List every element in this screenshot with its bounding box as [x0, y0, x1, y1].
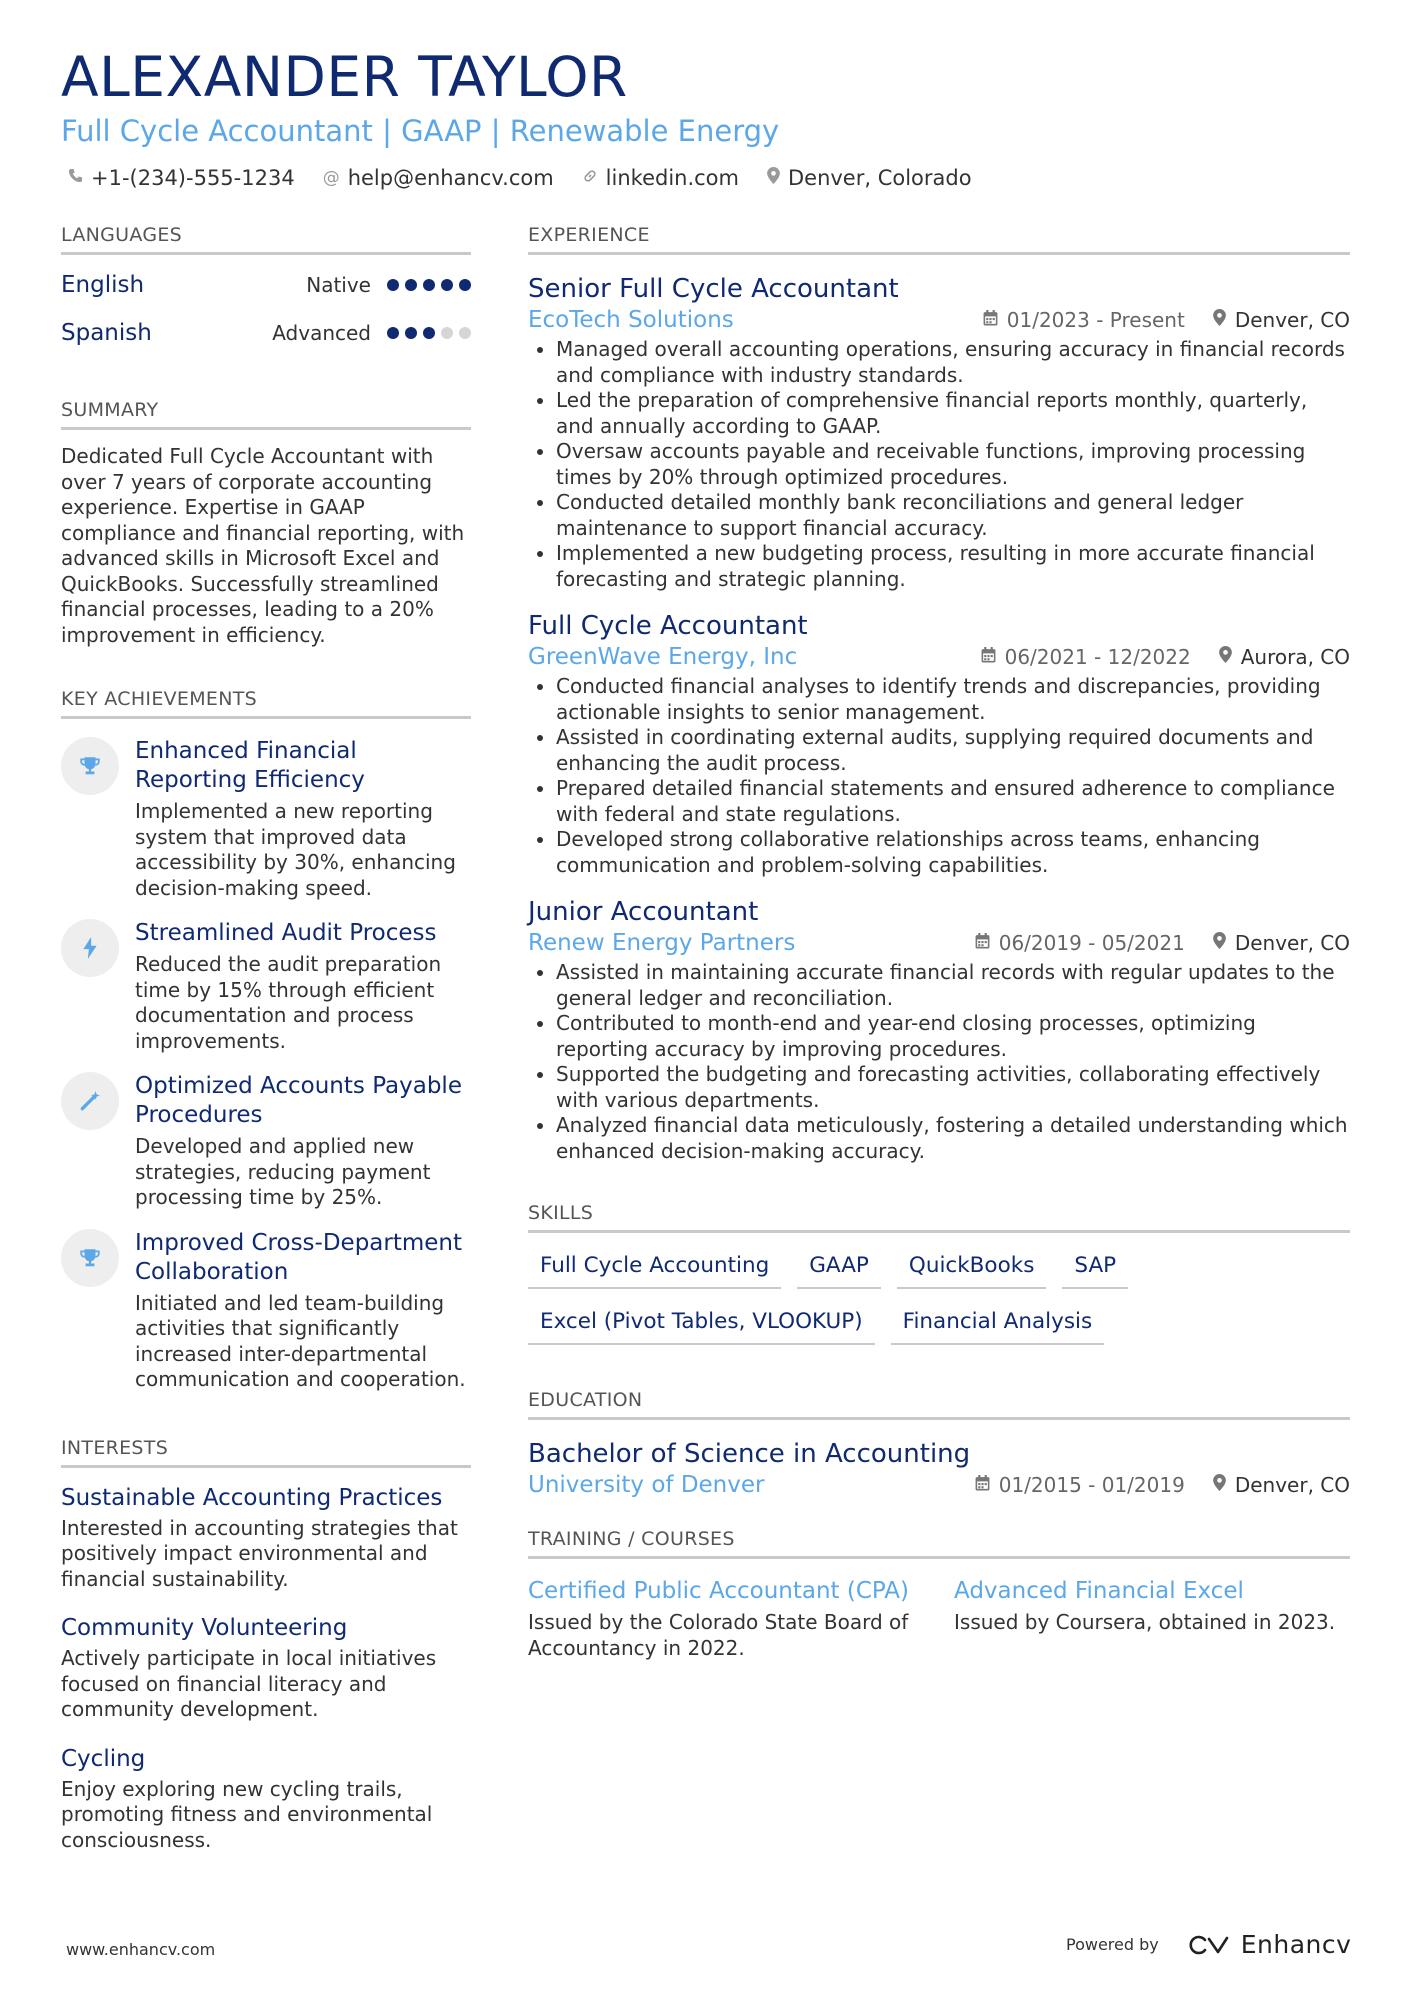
calendar-icon: [975, 933, 990, 954]
interest-desc: Enjoy exploring new cycling trails, promoting fitness and environmental consciousness.: [61, 1776, 433, 1852]
job-entry: [528, 896, 1350, 1164]
section-title-skills: SKILLS: [528, 1202, 1350, 1233]
location-pin-icon: [1213, 1474, 1226, 1496]
job-title: Senior Full Cycle Accountant: [528, 274, 899, 304]
job-bullets: [528, 960, 1350, 1164]
job-location: Denver, CO: [1234, 308, 1350, 332]
bullet-item: • Oversaw accounts payable and receivable functions, improving processing times by 20% through optimized procedures.: [556, 439, 1350, 490]
bullet-item: • Conducted financial analyses to identify trends and discrepancies, providing actionable insights to senior management.: [556, 674, 1350, 725]
bullet-item: • Implemented a new budgeting process, resulting in more accurate financial forecasting and strategic planning.: [556, 541, 1350, 592]
achievement-item: [61, 1229, 471, 1393]
skill-tag: Financial Analysis: [891, 1303, 1105, 1345]
education-location: Denver, CO: [1234, 1473, 1350, 1497]
interest-title: Cycling: [61, 1745, 146, 1772]
language-row: [61, 261, 471, 309]
summary-text: Dedicated Full Cycle Accountant with over 7 years of corporate accounting experience. Expertise in GAAP compliance and financial reporting, with advanced skills in Microsoft Excel and QuickBooks. Successfully streamlined financial processes, leading to a 20% improvement in efficiency.: [61, 444, 465, 647]
dot-filled: [423, 327, 435, 339]
at-icon: @: [322, 168, 340, 188]
linkedin-text: linkedin.com: [605, 166, 739, 190]
training-section: [528, 1528, 1350, 1661]
job-location: Aurora, CO: [1240, 645, 1350, 669]
contact-phone[interactable]: [68, 166, 295, 190]
calendar-icon: [975, 1475, 990, 1496]
location-pin-icon: [767, 167, 780, 189]
candidate-name: ALEXANDER TAYLOR: [61, 45, 628, 109]
job-entry: [528, 273, 1350, 592]
job-dates: 06/2021 - 12/2022: [1004, 645, 1191, 669]
summary-section: [61, 399, 471, 648]
left-column: [61, 224, 471, 1853]
achievement-title: Streamlined Audit Process: [135, 920, 437, 946]
dot-filled: [405, 327, 417, 339]
footer-website[interactable]: www.enhancv.com: [66, 1940, 216, 1959]
training-item: [954, 1577, 1350, 1661]
lightning-icon: [61, 919, 119, 977]
bullet-item: • Supported the budgeting and forecasting activities, collaborating effectively with various departments.: [556, 1062, 1350, 1113]
dot-filled: [459, 279, 471, 291]
language-name: English: [61, 272, 145, 298]
bullet-item: • Developed strong collaborative relationships across teams, enhancing communication and problem-solving capabilities.: [556, 827, 1350, 878]
contact-email[interactable]: [323, 166, 554, 190]
trophy-icon: [61, 1229, 119, 1287]
achievement-desc: Implemented a new reporting system that improved data accessibility by 30%, enhancing decision-making speed.: [135, 799, 456, 900]
language-level: Advanced: [272, 321, 371, 345]
section-title-summary: SUMMARY: [61, 399, 471, 430]
language-row: [61, 309, 471, 357]
achievement-title: Optimized Accounts Payable Procedures: [135, 1073, 462, 1128]
skill-tag: QuickBooks: [897, 1247, 1047, 1289]
bullet-item: • Assisted in maintaining accurate financial records with regular updates to the general ledger and reconciliation.: [556, 960, 1350, 1011]
bullet-item: • Conducted detailed monthly bank reconciliations and general ledger maintenance to support financial accuracy.: [556, 490, 1350, 541]
job-dates: 01/2023 - Present: [1006, 308, 1185, 332]
achievement-title: Enhanced Financial Reporting Efficiency: [135, 738, 365, 793]
skills-list: [528, 1247, 1350, 1345]
languages-section: [61, 224, 471, 357]
contact-bar: [68, 166, 972, 190]
skill-tag: Excel (Pivot Tables, VLOOKUP): [528, 1303, 875, 1345]
training-title: Certified Public Accountant (CPA): [528, 1578, 910, 1604]
interest-title: Sustainable Accounting Practices: [61, 1484, 443, 1511]
powered-by-text: Powered by: [1066, 1935, 1159, 1954]
bullet-item: • Analyzed financial data meticulously, fostering a detailed understanding which enhanced decision-making accuracy.: [556, 1113, 1350, 1164]
education-degree: Bachelor of Science in Accounting: [528, 1439, 971, 1469]
dot-filled: [405, 279, 417, 291]
skill-tag: GAAP: [797, 1247, 881, 1289]
achievements-section: [61, 688, 471, 1393]
brand-text: Enhancv: [1240, 1930, 1352, 1959]
section-title-interests: INTERESTS: [61, 1437, 471, 1468]
location-pin-icon: [1213, 309, 1226, 331]
job-bullets: [528, 674, 1350, 878]
achievement-item: [61, 1072, 471, 1211]
right-column: [528, 224, 1350, 1661]
interest-desc: Interested in accounting strategies that positively impact environmental and financial sustainability.: [61, 1515, 458, 1591]
location-text: Denver, Colorado: [787, 166, 972, 190]
achievement-title: Improved Cross-Department Collaboration: [135, 1229, 463, 1285]
enhancv-logo-icon: [1185, 1934, 1231, 1956]
bullet-item: • Managed overall accounting operations, ensuring accuracy in financial records and compliance with industry standards.: [556, 337, 1350, 388]
interests-section: [61, 1437, 471, 1854]
education-section: [528, 1389, 1350, 1498]
job-dates: 06/2019 - 05/2021: [998, 931, 1185, 955]
proficiency-dots: [387, 279, 471, 291]
candidate-title: Full Cycle Accountant | GAAP | Renewable Energy: [61, 114, 780, 148]
training-title: Advanced Financial Excel: [954, 1578, 1244, 1604]
job-company: Renew Energy Partners: [528, 930, 796, 956]
job-title: Full Cycle Accountant: [528, 611, 808, 641]
link-icon: [582, 168, 598, 189]
job-location: Denver, CO: [1234, 931, 1350, 955]
interest-title: Community Volunteering: [61, 1615, 348, 1641]
experience-section: [528, 224, 1350, 1164]
training-desc: Issued by the Colorado State Board of Accountancy in 2022.: [528, 1610, 909, 1660]
dot-filled: [423, 279, 435, 291]
job-bullets: [528, 337, 1350, 592]
phone-icon: [68, 168, 83, 188]
section-title-achievements: KEY ACHIEVEMENTS: [61, 688, 471, 719]
contact-linkedin[interactable]: [582, 166, 739, 190]
dot-filled: [441, 279, 453, 291]
footer-branding: [1066, 1930, 1351, 1959]
magic-wand-icon: [61, 1072, 119, 1130]
achievement-desc: Initiated and led team-building activities that significantly increased inter-departmental communication and cooperation.: [135, 1290, 466, 1391]
location-pin-icon: [1219, 646, 1232, 668]
job-company: GreenWave Energy, Inc: [528, 644, 798, 670]
dot-empty: [441, 327, 453, 339]
education-dates: 01/2015 - 01/2019: [998, 1473, 1185, 1497]
skills-section: [528, 1202, 1350, 1345]
location-pin-icon: [1213, 932, 1226, 954]
bullet-item: • Prepared detailed financial statements and ensured adherence to compliance with federal and state regulations.: [556, 776, 1350, 827]
contact-location: [767, 166, 972, 190]
achievement-item: [61, 737, 471, 901]
calendar-icon: [983, 310, 998, 331]
language-name: Spanish: [61, 320, 152, 346]
job-entry: [528, 610, 1350, 878]
training-item: [528, 1577, 924, 1661]
section-title-education: EDUCATION: [528, 1389, 1350, 1420]
section-title-training: TRAINING / COURSES: [528, 1528, 1350, 1559]
trophy-icon: [61, 737, 119, 795]
interest-desc: Actively participate in local initiatives focused on financial literacy and community development.: [61, 1646, 437, 1721]
proficiency-dots: [387, 327, 471, 339]
job-company: EcoTech Solutions: [528, 307, 734, 333]
dot-empty: [459, 327, 471, 339]
enhancv-logo[interactable]: [1185, 1930, 1352, 1959]
achievement-desc: Developed and applied new strategies, reducing payment processing time by 25%.: [135, 1134, 431, 1209]
training-desc: Issued by Coursera, obtained in 2023.: [954, 1610, 1336, 1634]
calendar-icon: [981, 647, 996, 668]
bullet-item: • Led the preparation of comprehensive financial reports monthly, quarterly, and annually according to GAAP.: [556, 388, 1350, 439]
language-level: Native: [306, 273, 371, 297]
dot-filled: [387, 279, 399, 291]
achievement-item: [61, 919, 471, 1054]
section-title-experience: EXPERIENCE: [528, 224, 1350, 255]
skill-tag: SAP: [1062, 1247, 1128, 1289]
education-school: University of Denver: [528, 1472, 765, 1498]
achievement-desc: Reduced the audit preparation time by 15% through efficient documentation and process improvements.: [135, 952, 442, 1053]
job-title: Junior Accountant: [528, 897, 759, 927]
dot-filled: [387, 327, 399, 339]
skill-tag: Full Cycle Accounting: [528, 1247, 781, 1289]
bullet-item: • Contributed to month-end and year-end closing processes, optimizing reporting accuracy by improving procedures.: [556, 1011, 1350, 1062]
bullet-item: • Assisted in coordinating external audits, supplying required documents and enhancing the audit process.: [556, 725, 1350, 776]
email-text: help@enhancv.com: [347, 166, 554, 190]
section-title-languages: LANGUAGES: [61, 224, 471, 255]
phone-text: +1-(234)-555-1234: [91, 166, 295, 190]
